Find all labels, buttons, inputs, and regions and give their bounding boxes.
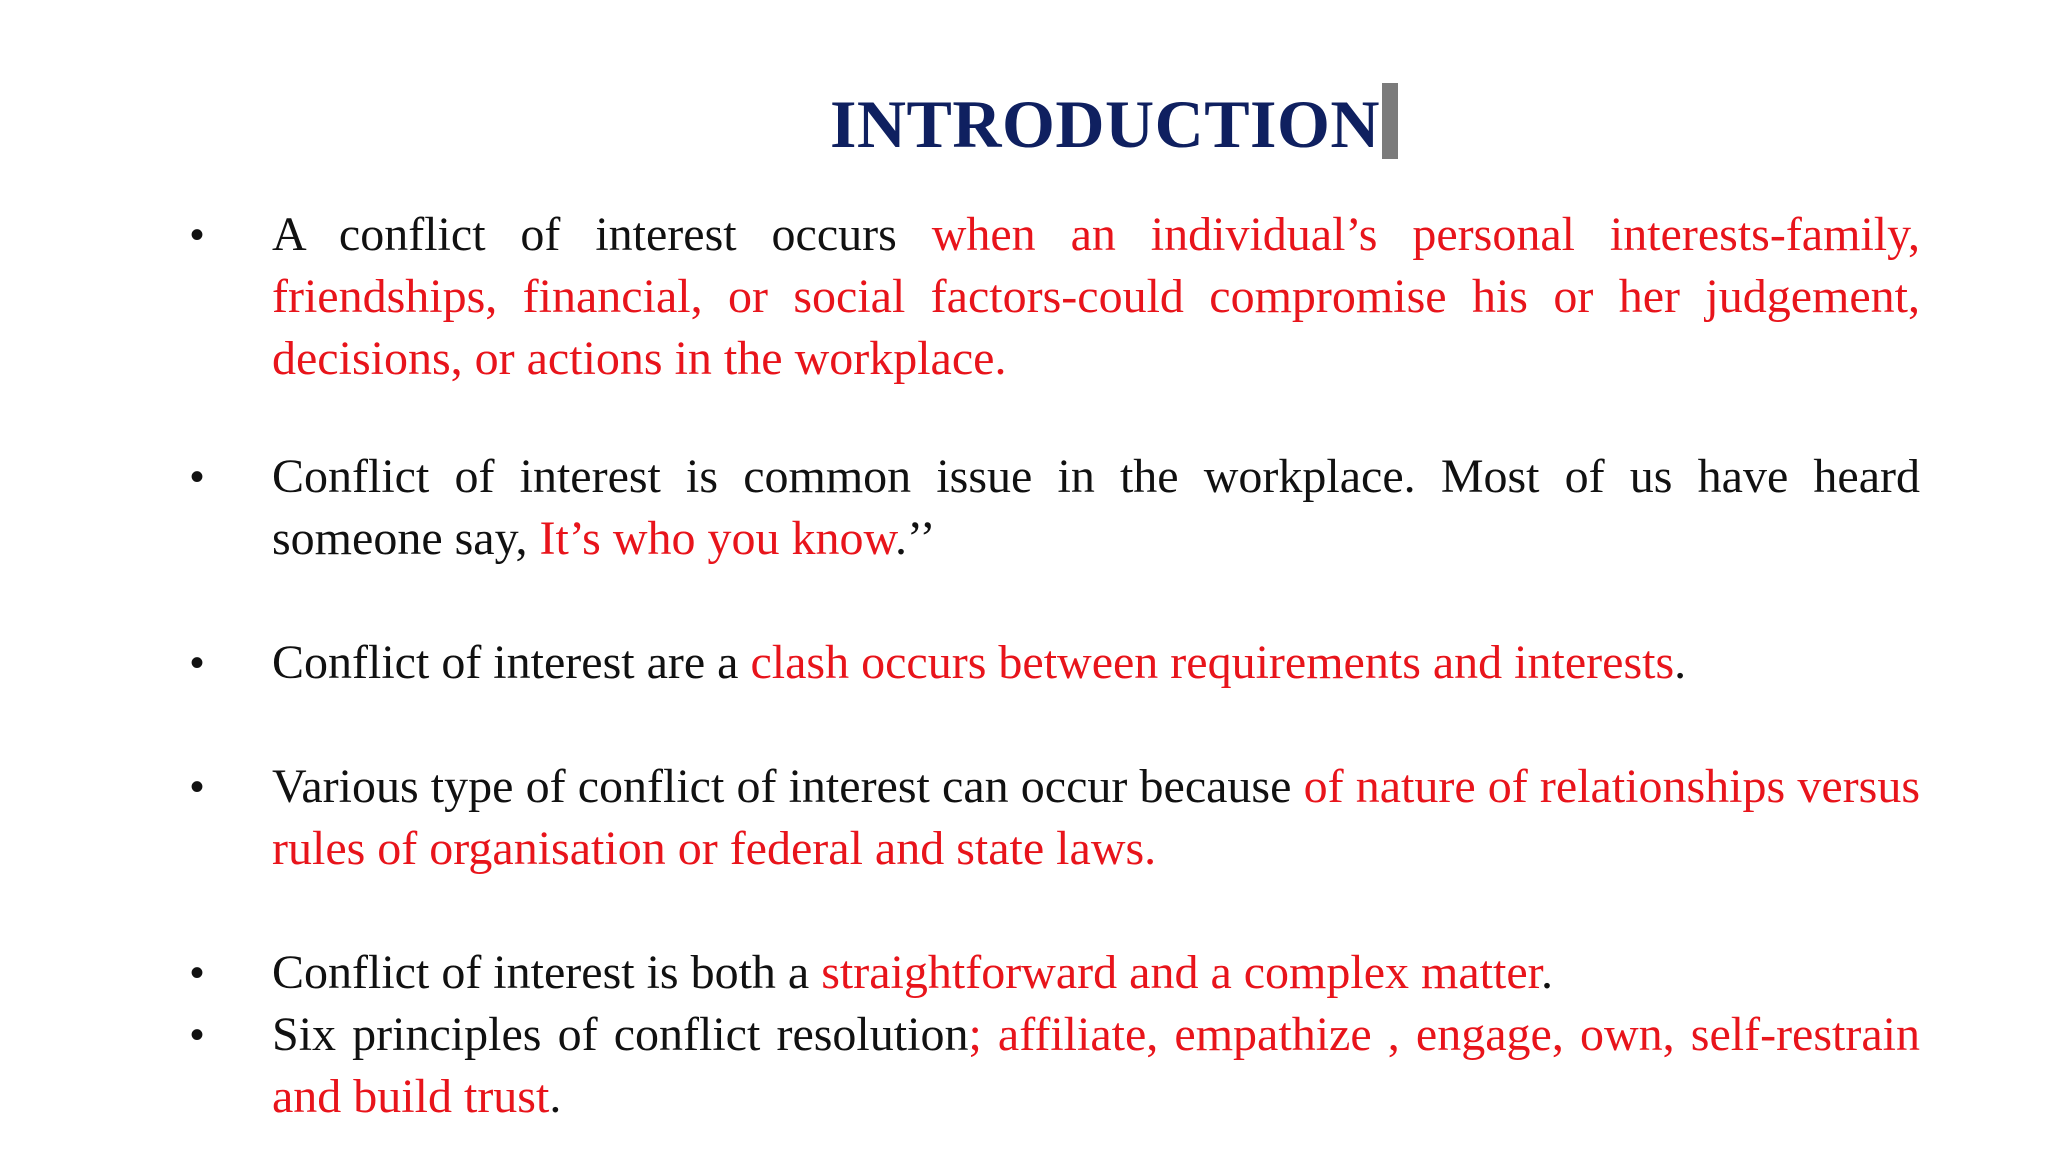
bullet-highlight-run: straightforward and a complex matter: [821, 946, 1541, 999]
bullet-text-run: .’’: [895, 512, 936, 565]
bullet-text-run: A conflict of interest occurs: [272, 208, 932, 261]
bullet-text: [272, 632, 1920, 694]
slide-title: INTRODUCTION: [829, 86, 1381, 162]
title-area: [0, 82, 2048, 166]
bullet-text-run: Various type of conflict of interest can occur because: [272, 760, 1304, 813]
bullet-highlight-run: ; affiliate, empathize , engage, own, self-restrain and build trust: [272, 1008, 1920, 1123]
bullet-text-run: .: [1540, 946, 1553, 999]
text-cursor-icon: [1382, 83, 1398, 159]
bullet-text: [272, 446, 1920, 570]
bullet-dot: •: [190, 951, 205, 995]
bullet-text-run: .: [549, 1070, 562, 1123]
bullet-highlight-run: when an individual’s personal interests-family, friendships, financial, or social factors-could compromise his or her judgement, decisions, or actions in the workplace.: [272, 208, 1921, 385]
bullet-text: [272, 756, 1920, 880]
bullet-text-run: Conflict of interest are a: [272, 636, 751, 689]
bullet-dot: •: [190, 765, 205, 809]
bullet-text: [272, 1004, 1920, 1128]
bullet-text-run: Six principles of conflict resolution: [272, 1008, 969, 1061]
bullet-highlight-run: clash occurs between requirements and interests: [750, 636, 1675, 689]
bullet-dot: •: [190, 213, 205, 257]
bullet-text-run: Conflict of interest is both a: [272, 946, 822, 999]
bullet-dot: •: [190, 455, 205, 499]
bullet-text: [272, 942, 1920, 1004]
bullet-text: [272, 204, 1920, 390]
bullet-highlight-run: of nature of relationships versus rules of organisation or federal and state laws.: [272, 760, 1920, 875]
bullet-dot: •: [190, 1013, 205, 1057]
bullet-dot: •: [190, 641, 205, 685]
bullet-text-run: Conflict of interest is common issue in the workplace. Most of us have heard someone say,: [272, 450, 1920, 565]
bullet-text-run: .: [1674, 636, 1687, 689]
bullet-highlight-run: It’s who you know: [539, 512, 896, 565]
